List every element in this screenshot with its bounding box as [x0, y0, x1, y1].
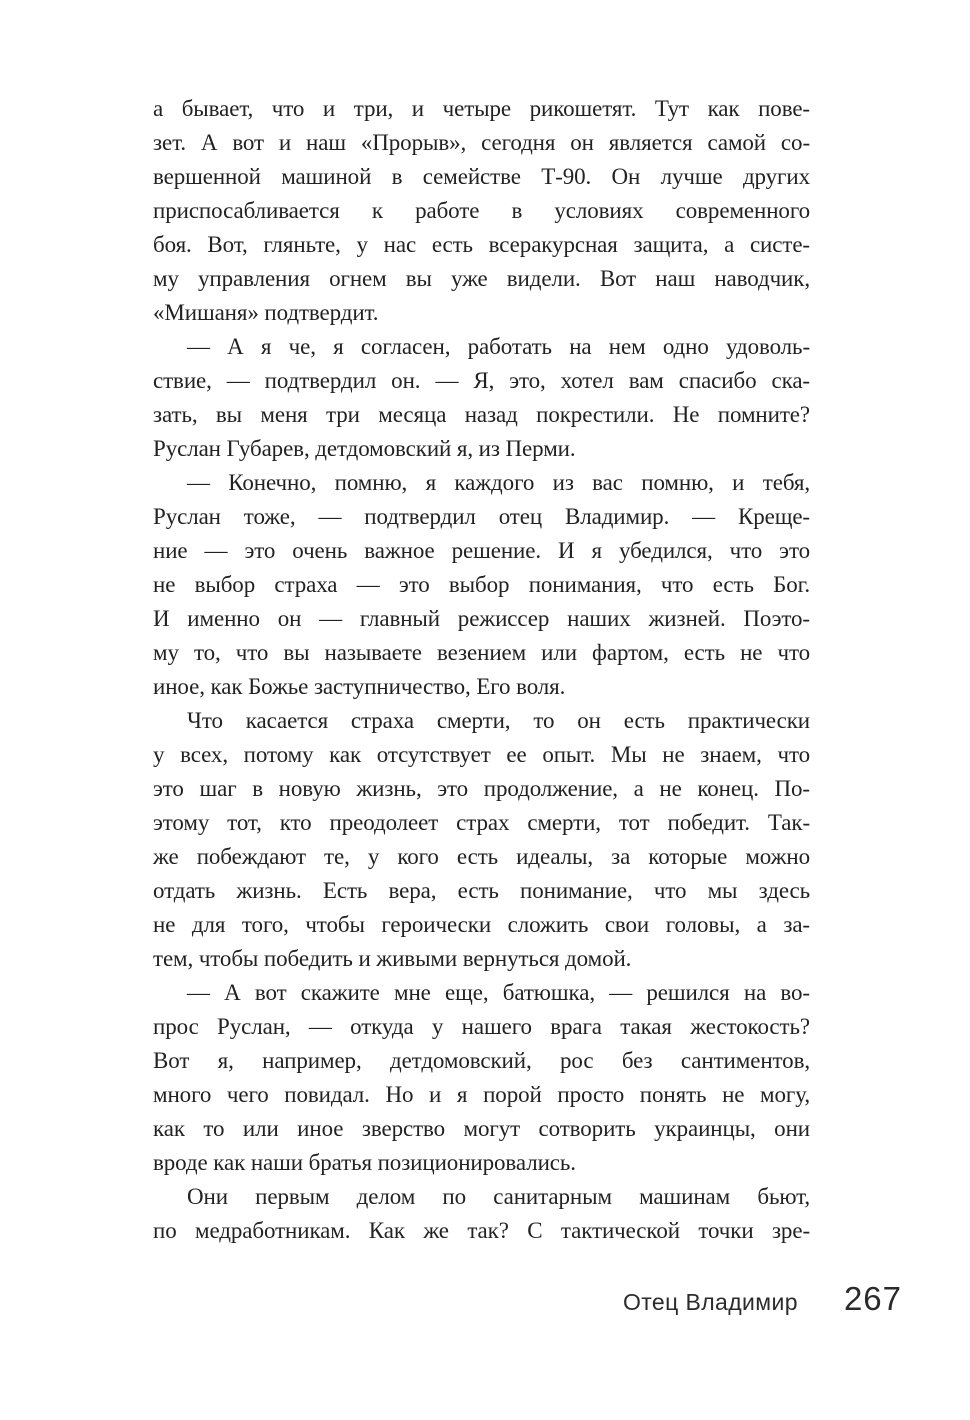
paragraph — [153, 976, 810, 1180]
text-line: а бывает, что и три, и четыре рикошетят. Тут как пове- — [153, 96, 810, 121]
text-line: Руслан Губарев, детдомовский я, из Перми. — [153, 436, 576, 461]
text-line: отдать жизнь. Есть вера, есть понимание, что мы здесь — [153, 878, 810, 903]
text-line: — А вот скажите мне еще, батюшка, — решился на во- — [187, 980, 810, 1005]
text-line: не выбор страха — это выбор понимания, что есть Бог. — [153, 572, 810, 597]
text-line: вроде как наши братья позиционировались. — [153, 1150, 576, 1175]
text-line: вершенной машиной в семействе Т-90. Он лучше других — [153, 164, 810, 189]
running-title: Отец Владимир — [622, 1289, 798, 1315]
text-line: му управления огнем вы уже видели. Вот наш наводчик, — [153, 266, 810, 291]
text-line: Они первым делом по санитарным машинам бьют, — [187, 1184, 810, 1209]
text-line: ствие, — подтвердил он. — Я, это, хотел вам спасибо ска- — [153, 368, 810, 393]
text-line: этому тот, кто преодолеет страх смерти, тот победит. Так- — [153, 810, 810, 835]
text-line: «Мишаня» подтвердит. — [153, 300, 379, 325]
paragraph — [153, 466, 810, 704]
text-line: не для того, чтобы героически сложить свои головы, а за- — [153, 912, 810, 937]
text-line: боя. Вот, гляньте, у нас есть всеракурсная защита, а систе- — [153, 232, 810, 257]
text-line: — Конечно, помню, я каждого из вас помню, и тебя, — [187, 470, 810, 495]
text-line: у всех, потому как отсутствует ее опыт. Мы не знаем, что — [153, 742, 810, 767]
text-line: же побеждают те, у кого есть идеалы, за которые можно — [153, 844, 810, 869]
paragraph — [153, 1180, 810, 1248]
text-line: тем, чтобы победить и живыми вернуться домой. — [153, 946, 632, 971]
text-line: много чего повидал. Но и я порой просто понять не могу, — [153, 1082, 810, 1107]
text-line: Что касается страха смерти, то он есть практически — [187, 708, 810, 733]
paragraph — [153, 92, 810, 330]
text-line: приспосабливается к работе в условиях современного — [153, 198, 810, 223]
text-line: ние — это очень важное решение. И я убедился, что это — [153, 538, 810, 563]
text-line: зет. А вот и наш «Прорыв», сегодня он является самой со- — [153, 130, 810, 155]
text-line: как то или иное зверство могут сотворить украинцы, они — [153, 1116, 810, 1141]
paragraph — [153, 704, 810, 976]
text-line: прос Руслан, — откуда у нашего врага такая жестокость? — [153, 1014, 810, 1039]
text-line: по медработникам. Как же так? С тактической точки зре- — [153, 1218, 810, 1243]
text-line: И именно он — главный режиссер наших жизней. Поэто- — [153, 606, 810, 631]
text-line: Руслан тоже, — подтвердил отец Владимир. — Креще- — [153, 504, 810, 529]
body-text — [153, 92, 810, 1248]
page-number: 267 — [843, 1280, 902, 1317]
text-line: Вот я, например, детдомовский, рос без сантиментов, — [153, 1048, 810, 1073]
text-line: иное, как Божье заступничество, Его воля. — [153, 674, 566, 699]
text-line: это шаг в новую жизнь, это продолжение, а не конец. По- — [153, 776, 810, 801]
page-footer — [153, 1280, 902, 1318]
text-line: зать, вы меня три месяца назад покрестили. Не помните? — [153, 402, 810, 427]
paragraph — [153, 330, 810, 466]
text-line: — А я че, я согласен, работать на нем одно удоволь- — [187, 334, 810, 359]
text-line: му то, что вы называете везением или фартом, есть не что — [153, 640, 810, 665]
